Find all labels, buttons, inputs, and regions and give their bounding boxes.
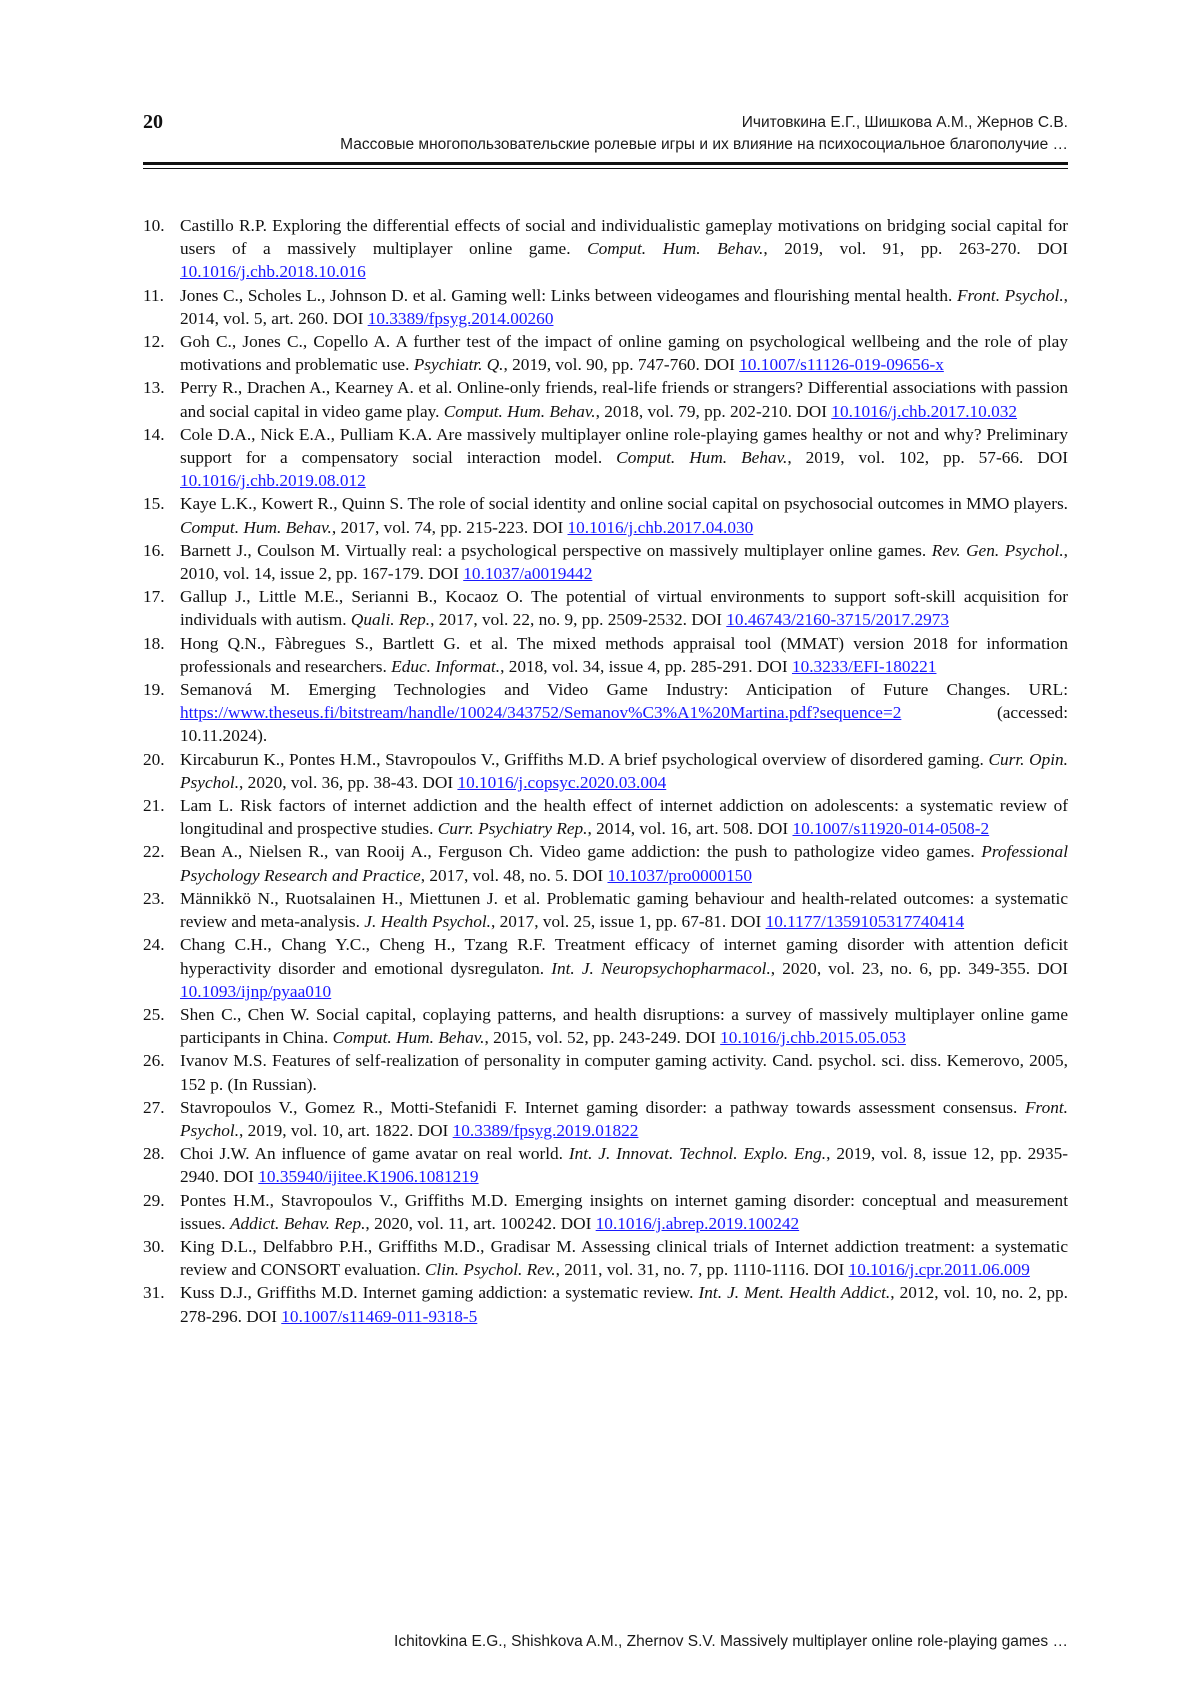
reference-number: 18.	[143, 633, 165, 653]
reference-journal: Comput. Hum. Behav.	[616, 448, 788, 468]
reference-item	[143, 678, 1068, 748]
reference-number: 15.	[143, 494, 165, 514]
reference-item	[143, 1189, 1068, 1235]
header-rule-thin	[143, 168, 1068, 169]
running-header-title: Массовые многопользовательские ролевые игры и их влияние на психосоциальное благополучие …	[340, 136, 1068, 153]
reference-item	[143, 933, 1068, 1003]
reference-details: , 2020, vol. 23, no. 6, pp. 349-355. DOI	[770, 958, 1068, 978]
reference-text: Pontes H.M., Stavropoulos V., Griffiths M.D. Emerging insights on internet gaming disorder: conceptual and measurement issues.	[180, 1190, 1068, 1233]
reference-text: Semanová M. Emerging Technologies and Video Game Industry: Anticipation of Future Changes. URL:	[180, 680, 1068, 700]
doi-link[interactable]: 10.1007/s11469-011-9318-5	[281, 1306, 478, 1326]
reference-number: 31.	[143, 1283, 165, 1303]
reference-number: 14.	[143, 424, 165, 444]
reference-text: Perry R., Drachen A., Kearney A. et al. Online-only friends, real-life friends or strangers? Differential associations with passion and social capital in video game play.	[180, 378, 1068, 421]
doi-link[interactable]: 10.1037/pro0000150	[607, 865, 752, 885]
reference-details: , 2014, vol. 5, art. 260. DOI	[180, 285, 1068, 328]
reference-text: Kuss D.J., Griffiths M.D. Internet gaming addiction: a systematic review.	[180, 1283, 694, 1303]
doi-link[interactable]: 10.1016/j.chb.2018.10.016	[180, 262, 366, 282]
reference-text: Bean A., Nielsen R., van Rooij A., Ferguson Ch. Video game addiction: the push to pathologize video games.	[180, 842, 975, 862]
doi-link[interactable]: 10.1016/j.abrep.2019.100242	[595, 1213, 800, 1233]
reference-item	[143, 376, 1068, 422]
reference-number: 17.	[143, 587, 165, 607]
reference-item	[143, 1235, 1068, 1281]
doi-link[interactable]: 10.1016/j.chb.2017.04.030	[567, 517, 754, 537]
reference-journal: Int. J. Ment. Health Addict.	[698, 1283, 891, 1303]
reference-details: , 2020, vol. 36, pp. 38-43. DOI	[239, 772, 458, 792]
reference-journal: J. Health Psychol.	[364, 912, 491, 932]
reference-item	[143, 539, 1068, 585]
reference-text: Hong Q.N., Fàbregues S., Bartlett G. et al. The mixed methods appraisal tool (MMAT) version 2018 for information professionals and researchers.	[180, 633, 1068, 676]
reference-text: Stavropoulos V., Gomez R., Motti-Stefanidi F. Internet gaming disorder: a pathway towards assessment consensus.	[180, 1097, 1018, 1117]
reference-item	[143, 330, 1068, 376]
doi-link[interactable]: 10.1016/j.copsyc.2020.03.004	[457, 772, 667, 792]
reference-item	[143, 1003, 1068, 1049]
doi-link[interactable]: 10.46743/2160-3715/2017.2973	[726, 610, 950, 630]
reference-item	[143, 794, 1068, 840]
reference-item	[143, 492, 1068, 538]
reference-item	[143, 1096, 1068, 1142]
doi-link[interactable]: 10.3233/EFI-180221	[791, 656, 937, 676]
reference-details: , 2017, vol. 25, issue 1, pp. 67-81. DOI	[490, 912, 766, 932]
reference-details: , 2019, vol. 8, issue 12, pp. 2935-2940. DOI	[180, 1144, 1068, 1187]
reference-text: Cole D.A., Nick E.A., Pulliam K.A. Are massively multiplayer online role-playing games healthy or not and why? Preliminary support for a compensatory social interaction model.	[180, 424, 1068, 468]
page-number: 20	[143, 111, 163, 133]
reference-journal: Professional Psychology Research and Practice	[180, 842, 1068, 885]
reference-journal: Front. Psychol.	[180, 1097, 1068, 1140]
doi-link[interactable]: 10.3389/fpsyg.2014.00260	[367, 308, 554, 328]
reference-item	[143, 423, 1068, 493]
doi-link[interactable]: 10.1037/a0019442	[463, 564, 593, 584]
reference-details: , 2015, vol. 52, pp. 243-249. DOI	[484, 1028, 721, 1048]
reference-journal: Quali. Rep.	[350, 610, 431, 630]
reference-text: Kircaburun K., Pontes H.M., Stavropoulos V., Griffiths M.D. A brief psychological overview of disordered gaming.	[180, 749, 984, 769]
reference-text: Gallup J., Little M.E., Serianni B., Kocaoz O. The potential of virtual environments to support soft-skill acquisition for individuals with autism.	[180, 587, 1068, 630]
reference-details: , 2017, vol. 22, no. 9, pp. 2509-2532. DOI	[430, 610, 727, 630]
reference-number: 12.	[143, 332, 165, 352]
reference-details: , 2010, vol. 14, issue 2, pp. 167-179. DOI	[180, 540, 1068, 584]
reference-journal: Clin. Psychol. Rev.	[424, 1260, 556, 1280]
reference-number: 30.	[143, 1236, 165, 1256]
reference-number: 22.	[143, 842, 165, 862]
reference-details: , 2017, vol. 48, no. 5. DOI	[420, 865, 608, 885]
reference-journal: Comput. Hum. Behav.	[443, 401, 596, 421]
reference-details: , 2012, vol. 10, no. 2, pp. 278-296. DOI	[180, 1283, 1068, 1326]
reference-text: King D.L., Delfabbro P.H., Griffiths M.D., Gradisar M. Assessing clinical trials of Internet addiction treatment: a systematic review and CONSORT evaluation.	[180, 1236, 1068, 1280]
reference-text: Choi J.W. An influence of game avatar on real world.	[180, 1144, 563, 1164]
reference-number: 13.	[143, 378, 165, 398]
reference-journal: Psychiatr. Q.	[413, 355, 504, 375]
reference-text: Barnett J., Coulson M. Virtually real: a psychological perspective on massively multiplayer online games.	[180, 540, 927, 560]
reference-details: , 2018, vol. 34, issue 4, pp. 285-291. DOI	[500, 656, 792, 676]
reference-text: Chang C.H., Chang Y.C., Cheng H., Tzang R.F. Treatment efficacy of internet gaming disorder with attention deficit hyperactivity disorder and emotional dysregulaton.	[180, 935, 1068, 978]
doi-link[interactable]: 10.1016/j.chb.2015.05.053	[720, 1028, 906, 1048]
reference-item	[143, 1049, 1068, 1095]
reference-text: Goh C., Jones C., Copello A. A further test of the impact of online gaming on psychological wellbeing and the role of play motivations and problematic use.	[180, 332, 1068, 375]
reference-journal: Front. Psychol.	[956, 285, 1064, 305]
reference-journal: Int. J. Neuropsychopharmacol.	[551, 958, 771, 978]
reference-details: , 2014, vol. 16, art. 508. DOI	[587, 819, 793, 839]
doi-link[interactable]: 10.1093/ijnp/pyaa010	[180, 981, 332, 1001]
doi-link[interactable]: 10.1177/1359105317740414	[765, 912, 965, 932]
reference-journal: Int. J. Innovat. Technol. Explo. Eng.	[568, 1144, 827, 1164]
doi-link[interactable]: 10.1016/j.chb.2019.08.012	[180, 471, 366, 491]
reference-number: 10.	[143, 216, 165, 235]
reference-text: Lam L. Risk factors of internet addiction and the health effect of internet addiction on adolescents: a systematic review of longitudinal and prospective studies.	[180, 796, 1068, 839]
reference-text: Jones C., Scholes L., Johnson D. et al. Gaming well: Links between videogames and flourishing mental health.	[180, 285, 953, 305]
reference-details: , 2019, vol. 102, pp. 57-66. DOI	[787, 448, 1068, 468]
url-link[interactable]: https://www.theseus.fi/bitstream/handle/10024/343752/Semanov%C3%A1%20Martina.pdf?sequence=2	[180, 703, 902, 723]
reference-item	[143, 214, 1068, 284]
reference-number: 19.	[143, 680, 165, 700]
reference-details: , 2011, vol. 31, no. 7, pp. 1110-1116. DOI	[555, 1260, 849, 1280]
reference-journal: Addict. Behav. Rep.	[229, 1213, 366, 1233]
reference-journal: Educ. Informat.	[391, 656, 501, 676]
reference-item	[143, 1281, 1068, 1327]
reference-item	[143, 748, 1068, 794]
reference-number: 24.	[143, 935, 165, 955]
reference-number: 29.	[143, 1190, 165, 1210]
reference-journal: Curr. Opin. Psychol.	[180, 749, 1068, 792]
reference-details: , 2019, vol. 91, pp. 263-270. DOI	[763, 239, 1069, 259]
reference-item	[143, 887, 1068, 933]
reference-text: Shen C., Chen W. Social capital, coplaying patterns, and health disruptions: a survey of massively multiplayer online game participants in China.	[180, 1004, 1068, 1048]
reference-journal: Comput. Hum. Behav.	[332, 1028, 485, 1048]
reference-number: 23.	[143, 888, 165, 908]
reference-details: , 2017, vol. 74, pp. 215-223. DOI	[331, 517, 568, 537]
running-footer: Ichitovkina E.G., Shishkova A.M., Zhernov S.V. Massively multiplayer online role-playing games …	[394, 1633, 1068, 1650]
reference-text: Kaye L.K., Kowert R., Quinn S. The role of social identity and online social capital on psychosocial outcomes in MMO players.	[180, 494, 1068, 514]
reference-number: 11.	[143, 285, 164, 305]
reference-text: Castillo R.P. Exploring the differential effects of social and individualistic gameplay motivations on bridging social capital for users of a massively multiplayer online game.	[180, 216, 1068, 259]
running-header-authors: Ичитовкина Е.Г., Шишкова А.М., Жернов С.В.	[741, 114, 1068, 131]
reference-item	[143, 632, 1068, 678]
reference-journal: Rev. Gen. Psychol.	[931, 540, 1064, 560]
reference-number: 27.	[143, 1097, 165, 1117]
reference-text: Ivanov M.S. Features of self-realization of personality in computer gaming activity. Cand. psychol. sci. diss. Kemerovo, 2005, 152 p. (In Russian).	[180, 1051, 1068, 1094]
doi-link[interactable]: 10.3389/fpsyg.2019.01822	[452, 1120, 639, 1140]
doi-link[interactable]: 10.1007/s11920-014-0508-2	[792, 819, 990, 839]
reference-journal: Comput. Hum. Behav.	[180, 517, 332, 537]
reference-details: , 2019, vol. 10, art. 1822. DOI	[239, 1120, 453, 1140]
reference-tail: (accessed: 10.11.2024).	[180, 703, 1068, 746]
reference-number: 26.	[143, 1051, 165, 1071]
reference-number: 28.	[143, 1144, 165, 1164]
reference-journal: Curr. Psychiatry Rep.	[437, 819, 588, 839]
doi-link[interactable]: 10.1016/j.cpr.2011.06.009	[848, 1260, 1030, 1280]
reference-text: Männikkö N., Ruotsalainen H., Miettunen J. et al. Problematic gaming behaviour and health-related outcomes: a systematic review and meta-analysis.	[180, 888, 1068, 932]
reference-number: 21.	[143, 796, 165, 816]
reference-number: 25.	[143, 1004, 165, 1024]
reference-details: , 2019, vol. 90, pp. 747-760. DOI	[503, 355, 740, 375]
reference-details: , 2020, vol. 11, art. 100242. DOI	[365, 1213, 596, 1233]
reference-number: 20.	[143, 749, 165, 769]
reference-item	[143, 840, 1068, 886]
doi-link[interactable]: 10.1016/j.chb.2017.10.032	[831, 401, 1018, 421]
header-rule-thick	[143, 162, 1068, 165]
doi-link[interactable]: 10.35940/ijitee.K1906.1081219	[258, 1167, 479, 1187]
reference-item	[143, 585, 1068, 631]
doi-link[interactable]: 10.1007/s11126-019-09656-x	[739, 355, 944, 375]
reference-details: , 2018, vol. 79, pp. 202-210. DOI	[595, 401, 832, 421]
reference-journal: Comput. Hum. Behav.	[587, 239, 764, 259]
reference-list	[143, 214, 1068, 1328]
reference-number: 16.	[143, 540, 165, 560]
reference-item	[143, 284, 1068, 330]
reference-item	[143, 1142, 1068, 1188]
